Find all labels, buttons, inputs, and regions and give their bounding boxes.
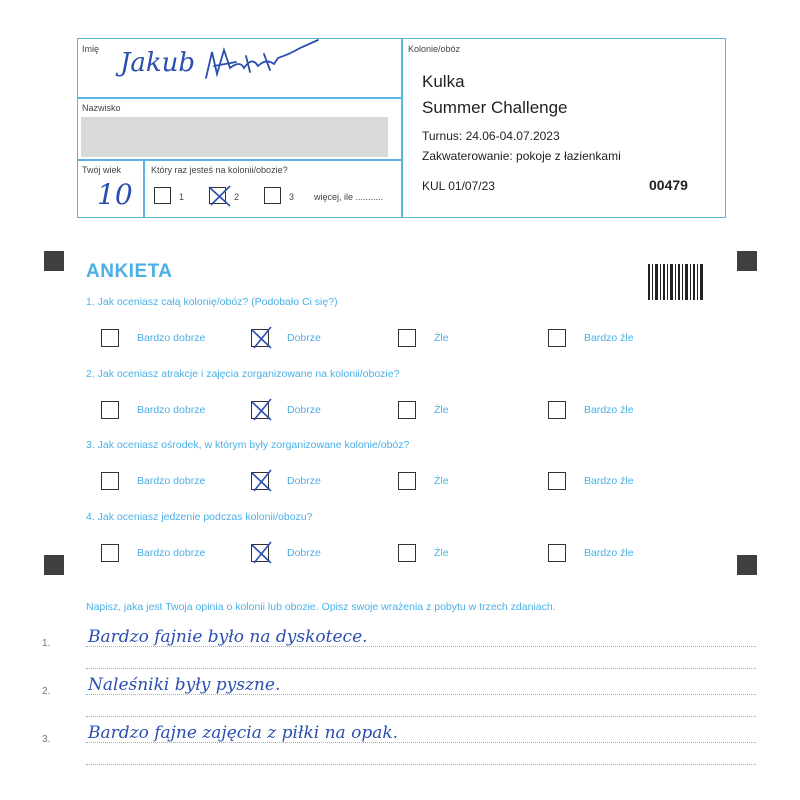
times-option-3-checkbox[interactable] xyxy=(264,187,281,204)
question-2-option-2-label: Dobrze xyxy=(287,403,321,416)
question-2-text: 2. Jak oceniasz atrakcje i zajęcia zorganizowane na kolonii/obozie? xyxy=(86,367,400,380)
writing-guide-line xyxy=(86,668,756,669)
registration-marker xyxy=(44,251,64,271)
name-label: Imię xyxy=(82,44,100,54)
question-4-text: 4. Jak oceniasz jedzenie podczas kolonii/obozu? xyxy=(86,510,313,523)
opinion-line-2-answer[interactable]: Naleśniki były pyszne. xyxy=(88,675,281,695)
opinion-line-3-number: 3. xyxy=(42,734,51,745)
writing-guide-line xyxy=(86,716,756,717)
question-4-option-4-label: Bardzo źle xyxy=(584,546,634,559)
writing-guide-line xyxy=(86,646,756,647)
age-label: Twój wiek xyxy=(82,165,122,175)
question-3-text: 3. Jak oceniasz ośrodek, w którym były zorganizowane kolonie/obóz? xyxy=(86,439,410,451)
question-2-option-4-checkbox[interactable] xyxy=(548,401,566,419)
header-divider-vertical xyxy=(401,38,403,218)
header-divider-age xyxy=(143,159,145,218)
question-2-option-3-label: Źle xyxy=(434,403,449,416)
question-3-option-4-checkbox[interactable] xyxy=(548,472,566,490)
surname-redaction xyxy=(81,117,388,157)
question-4-option-4-checkbox[interactable] xyxy=(548,544,566,562)
question-1-option-1-label: Bardzo dobrze xyxy=(137,332,206,344)
question-4-option-1-checkbox[interactable] xyxy=(101,544,119,562)
times-option-2-label: 2 xyxy=(234,192,240,202)
camp-name: Kulka xyxy=(422,72,465,91)
times-option-1-label: 1 xyxy=(179,192,185,202)
age-value[interactable]: 10 xyxy=(97,178,133,211)
registration-marker xyxy=(737,251,757,271)
times-option-2-checkbox[interactable] xyxy=(209,187,226,204)
question-1-option-1-checkbox[interactable] xyxy=(101,329,119,347)
camp-program: Summer Challenge xyxy=(422,98,568,117)
question-1-text: 1. Jak oceniasz całą kolonię/obóz? (Podobało Ci się?) xyxy=(86,296,338,308)
writing-guide-line xyxy=(86,742,756,743)
question-2-option-2-checkbox[interactable] xyxy=(251,401,269,419)
question-3-option-2-checkbox[interactable] xyxy=(251,472,269,490)
writing-guide-line xyxy=(86,764,756,765)
question-3-option-4-label: Bardzo źle xyxy=(584,475,634,487)
opinion-line-3-answer[interactable]: Bardzo fajne zajęcia z piłki na opak. xyxy=(88,723,399,743)
barcode xyxy=(648,264,703,300)
question-3-option-3-label: Źle xyxy=(434,475,449,487)
check-mark-icon xyxy=(250,541,274,565)
accommodation: Zakwaterowanie: pokoje z łazienkami xyxy=(422,149,621,163)
writing-guide-line xyxy=(86,694,756,695)
opinion-prompt: Napisz, jaka jest Twoja opinia o kolonii lub obozie. Opisz swoje wrażenia z pobytu w trzech zdaniach. xyxy=(86,601,556,613)
question-2-option-3-checkbox[interactable] xyxy=(398,401,416,419)
question-4-option-3-checkbox[interactable] xyxy=(398,544,416,562)
question-3-option-1-checkbox[interactable] xyxy=(101,472,119,490)
registration-marker xyxy=(44,555,64,575)
times-label: Który raz jesteś na kolonii/obozie? xyxy=(151,165,288,175)
question-2-option-4-label: Bardzo źle xyxy=(584,403,634,416)
question-3-option-3-checkbox[interactable] xyxy=(398,472,416,490)
check-mark-icon xyxy=(250,326,274,350)
question-2-option-1-label: Bardzo dobrze xyxy=(137,403,206,416)
form-number: 00479 xyxy=(649,177,688,193)
registration-marker xyxy=(737,555,757,575)
header-divider-name xyxy=(77,97,402,99)
survey-title: ANKIETA xyxy=(86,261,173,282)
question-2-option-1-checkbox[interactable] xyxy=(101,401,119,419)
question-1-option-2-label: Dobrze xyxy=(287,332,321,344)
name-value[interactable]: Jakub xyxy=(120,48,196,78)
camp-label: Kolonie/obóz xyxy=(408,44,461,54)
question-1-option-4-label: Bardzo źle xyxy=(584,332,634,344)
question-3-option-2-label: Dobrze xyxy=(287,475,321,487)
camp-code: KUL 01/07/23 xyxy=(422,179,495,193)
opinion-line-1-answer[interactable]: Bardzo fajnie było na dyskotece. xyxy=(88,627,368,647)
question-1-option-3-label: Źle xyxy=(434,332,449,344)
question-4-option-2-checkbox[interactable] xyxy=(251,544,269,562)
check-mark-icon xyxy=(208,184,232,208)
question-1-option-2-checkbox[interactable] xyxy=(251,329,269,347)
times-option-3-label: 3 xyxy=(289,192,295,202)
check-mark-icon xyxy=(250,398,274,422)
opinion-line-1-number: 1. xyxy=(42,638,51,649)
times-option-more-label: więcej, ile ........... xyxy=(314,192,384,202)
times-option-1-checkbox[interactable] xyxy=(154,187,171,204)
opinion-line-2-number: 2. xyxy=(42,686,51,697)
question-3-option-1-label: Bardzo dobrze xyxy=(137,475,206,487)
turnus: Turnus: 24.06-04.07.2023 xyxy=(422,129,560,143)
surname-label: Nazwisko xyxy=(82,103,121,113)
header-divider-surname xyxy=(77,159,402,161)
question-4-option-3-label: Źle xyxy=(434,546,449,559)
question-1-option-4-checkbox[interactable] xyxy=(548,329,566,347)
question-4-option-1-label: Bardzo dobrze xyxy=(137,546,206,559)
signature-scribble xyxy=(200,38,325,90)
check-mark-icon xyxy=(250,469,274,493)
question-1-option-3-checkbox[interactable] xyxy=(398,329,416,347)
question-4-option-2-label: Dobrze xyxy=(287,546,321,559)
